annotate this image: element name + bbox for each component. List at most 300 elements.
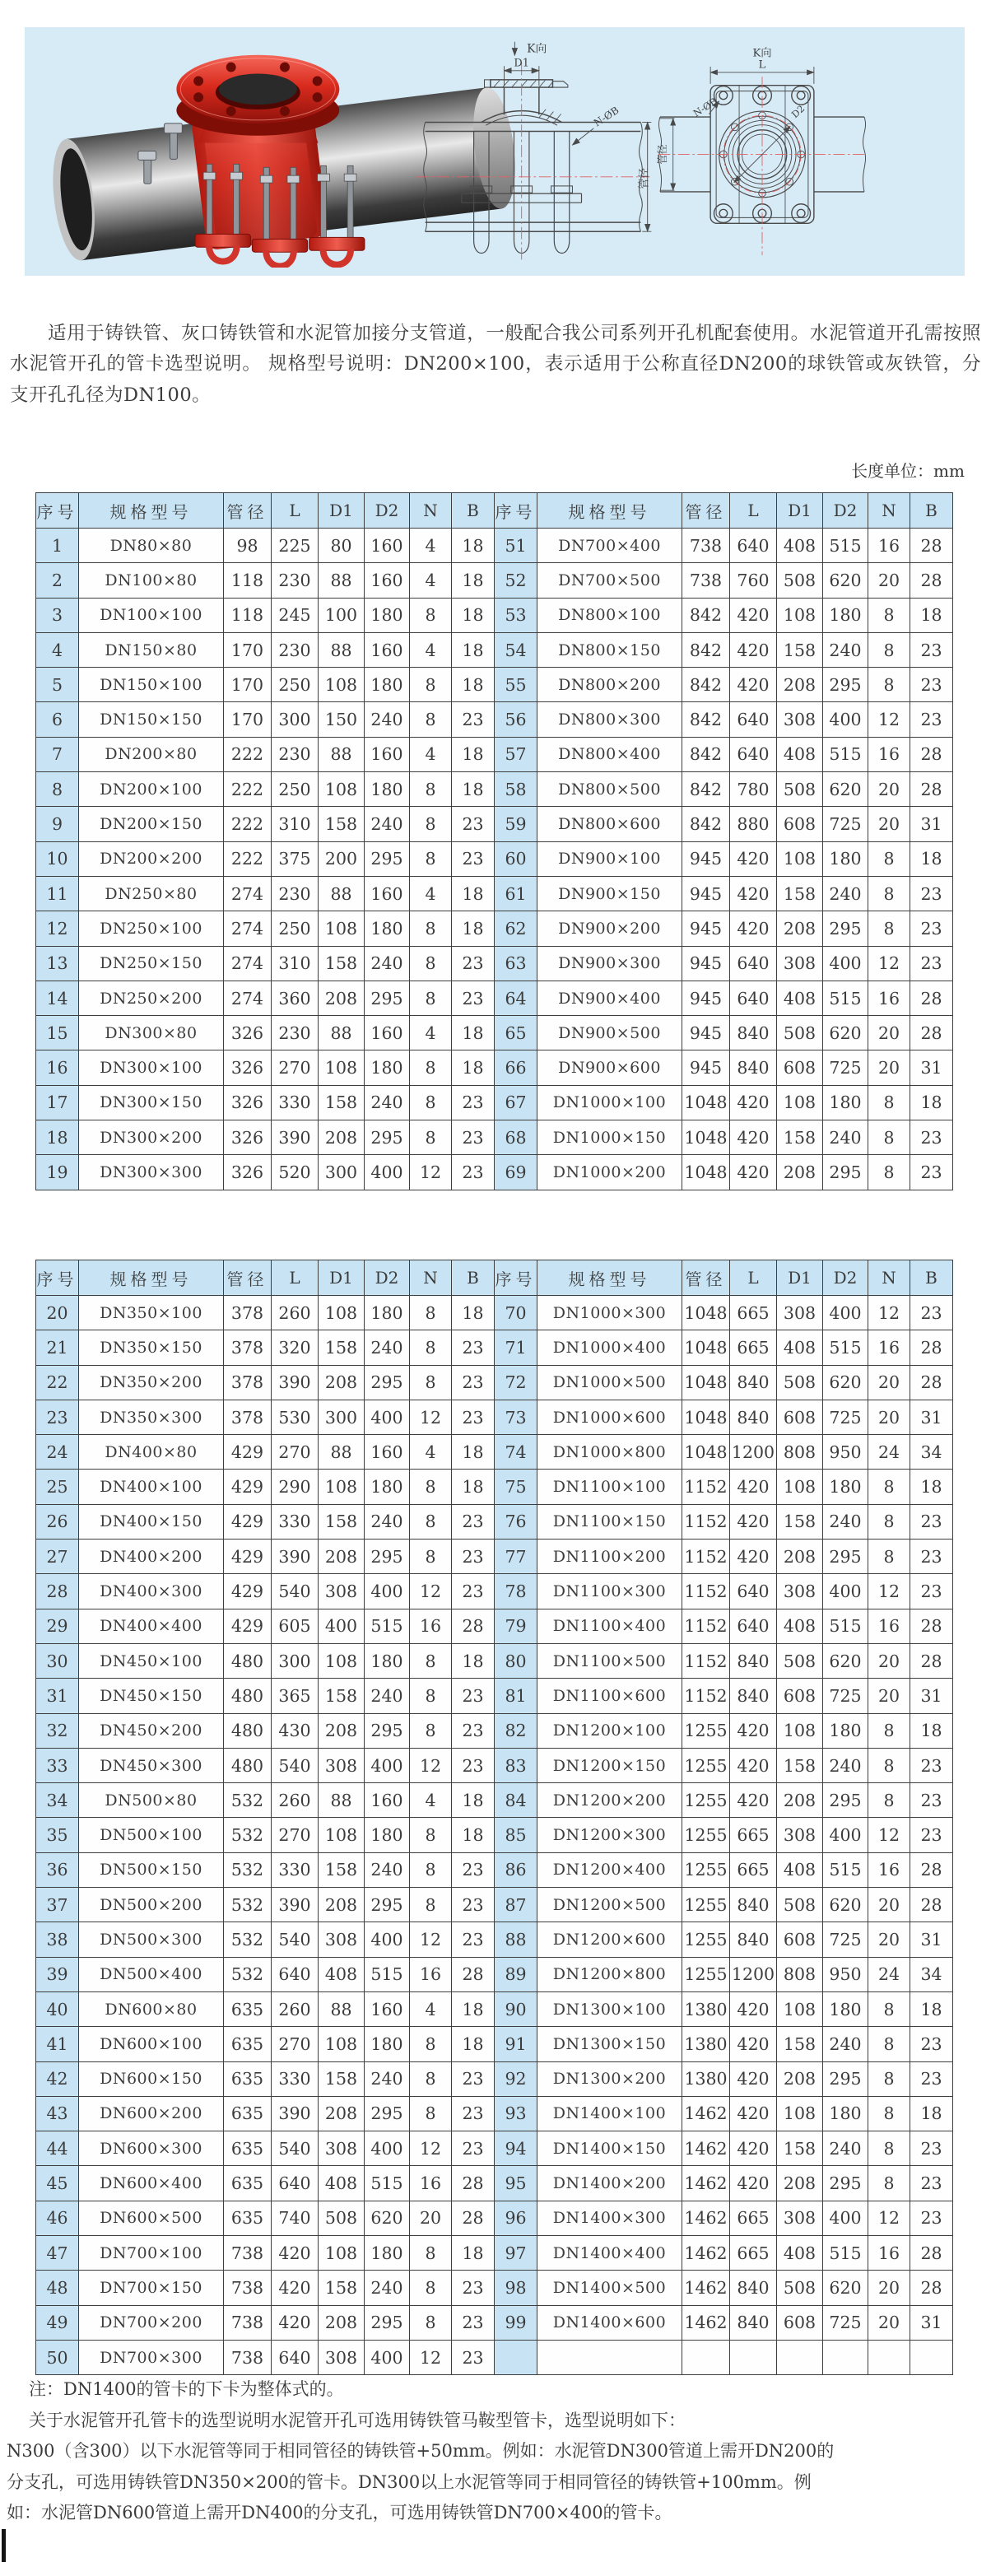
table-row (36, 2271, 953, 2305)
spec-cell: DN500×150 (79, 1852, 224, 1887)
serial-cell: 79 (495, 1609, 537, 1643)
dim-cell: 738 (682, 563, 730, 598)
dim-cell: 158 (319, 946, 365, 981)
n-ob-label: N-ØB (591, 104, 621, 129)
dim-cell: 842 (682, 598, 730, 632)
dim-cell: 532 (224, 1783, 272, 1818)
dim-cell: 420 (730, 668, 777, 702)
dim-cell: 420 (730, 2166, 777, 2201)
side-section-drawing (412, 37, 654, 265)
spec-cell: DN900×400 (537, 981, 682, 1015)
dim-cell: 23 (910, 2166, 953, 2201)
dim-cell: 620 (823, 1016, 868, 1050)
serial-cell: 63 (495, 946, 537, 981)
dim-cell: 945 (682, 1016, 730, 1050)
dim-cell: 608 (777, 807, 823, 841)
spec-table-2 (35, 1260, 953, 2375)
dim-cell: 608 (777, 1400, 823, 1434)
dim-cell: 240 (823, 2131, 868, 2166)
dim-cell: 8 (868, 1783, 910, 1818)
spec-cell: DN1300×200 (537, 2061, 682, 2096)
dim-cell: 420 (730, 1120, 777, 1155)
dim-cell: 420 (730, 1783, 777, 1818)
dim-cell: 8 (868, 2027, 910, 2061)
spec-cell: DN1200×300 (537, 1818, 682, 1852)
dim-cell: 8 (410, 1504, 452, 1539)
dim-cell: 400 (823, 1296, 868, 1330)
dim-cell: 208 (777, 911, 823, 946)
dim-cell: 665 (730, 1296, 777, 1330)
dim-cell: 158 (777, 632, 823, 667)
table-row (36, 2236, 953, 2271)
serial-cell: 22 (36, 1365, 79, 1400)
dim-cell: 326 (224, 1085, 272, 1120)
dim-cell: 108 (777, 1085, 823, 1120)
dim-cell: 295 (823, 2061, 868, 2096)
dim-cell: 28 (452, 1957, 495, 1991)
dim-cell: 1255 (682, 1922, 730, 1957)
dim-cell: 4 (410, 1783, 452, 1818)
dim-cell: 8 (868, 1155, 910, 1190)
dim-cell: 308 (777, 1296, 823, 1330)
serial-cell: 28 (36, 1574, 79, 1609)
serial-cell: 44 (36, 2131, 79, 2166)
spec-cell: DN1100×600 (537, 1679, 682, 1713)
spec-cell: DN250×200 (79, 981, 224, 1015)
dim-cell (682, 2340, 730, 2374)
dim-cell: 28 (910, 2271, 953, 2305)
dim-cell: 840 (730, 1365, 777, 1400)
dim-cell: 515 (823, 2236, 868, 2271)
spec-cell (537, 2340, 682, 2374)
dim-cell: 945 (682, 876, 730, 911)
dim-cell: 8 (410, 668, 452, 702)
dim-cell: 738 (224, 2236, 272, 2271)
dim-cell: 28 (910, 1852, 953, 1887)
dim-cell: 16 (868, 1330, 910, 1365)
dim-cell: 390 (272, 1540, 319, 1574)
dim-cell: 23 (910, 1120, 953, 1155)
serial-cell: 93 (495, 2096, 537, 2131)
dim-cell: 8 (410, 1818, 452, 1852)
dim-cell: 295 (823, 1540, 868, 1574)
dim-cell: 390 (272, 1888, 319, 1922)
dim-cell: 1255 (682, 1852, 730, 1887)
spec-cell: DN150×100 (79, 668, 224, 702)
spec-cell: DN250×150 (79, 946, 224, 981)
dim-cell (868, 2340, 910, 2374)
dim-cell: 1380 (682, 2061, 730, 2096)
dim-cell: 1152 (682, 1609, 730, 1643)
dim-cell: 540 (272, 1574, 319, 1609)
dim-cell: 160 (365, 1016, 410, 1050)
dim-cell: 400 (365, 2131, 410, 2166)
dim-cell: 23 (452, 2096, 495, 2131)
dim-cell: 180 (823, 841, 868, 876)
dim-cell: 290 (272, 1470, 319, 1504)
dim-cell: 222 (224, 737, 272, 771)
dim-cell (730, 2340, 777, 2374)
dim-cell: 295 (823, 668, 868, 702)
serial-cell: 68 (495, 1120, 537, 1155)
serial-cell: 41 (36, 2027, 79, 2061)
dim-cell: 18 (452, 876, 495, 911)
dim-cell: 180 (365, 668, 410, 702)
spec-cell: DN300×100 (79, 1050, 224, 1085)
dim-cell: 225 (272, 529, 319, 563)
dim-cell: 98 (224, 529, 272, 563)
serial-cell: 56 (495, 702, 537, 737)
table-row (36, 772, 953, 807)
serial-cell: 26 (36, 1504, 79, 1539)
serial-cell: 53 (495, 598, 537, 632)
col-header: N (868, 493, 910, 529)
spec-cell: DN1300×100 (537, 1991, 682, 2026)
dim-cell: 420 (272, 2305, 319, 2340)
dim-cell: 840 (730, 1643, 777, 1678)
dim-cell: 508 (777, 2271, 823, 2305)
serial-cell: 5 (36, 668, 79, 702)
dim-cell: 240 (823, 632, 868, 667)
spec-cell: DN700×200 (79, 2305, 224, 2340)
dim-cell: 108 (319, 1050, 365, 1085)
dim-cell: 23 (910, 2201, 953, 2235)
spec-cell: DN100×80 (79, 563, 224, 598)
spec-cell: DN800×300 (537, 702, 682, 737)
table-row (36, 563, 953, 598)
dim-cell: 208 (777, 1540, 823, 1574)
spec-cell: DN1200×500 (537, 1888, 682, 1922)
centerlines (658, 77, 866, 255)
dim-cell: 8 (410, 1713, 452, 1748)
dim-cell: 515 (823, 1852, 868, 1887)
dim-cell: 23 (452, 807, 495, 841)
dim-cell: 408 (319, 1957, 365, 1991)
dim-cell: 180 (823, 1713, 868, 1748)
table-row (36, 1504, 953, 1539)
table-row (36, 2061, 953, 2096)
dim-cell: 665 (730, 1852, 777, 1887)
serial-cell: 65 (495, 1016, 537, 1050)
dim-cell: 635 (224, 2096, 272, 2131)
dim-cell: 8 (868, 1991, 910, 2026)
serial-cell: 85 (495, 1818, 537, 1852)
serial-cell: 80 (495, 1643, 537, 1678)
table-row (36, 1120, 953, 1155)
dim-cell: 23 (910, 702, 953, 737)
spec-cell: DN1100×100 (537, 1470, 682, 1504)
dim-cell: 620 (823, 772, 868, 807)
dim-cell: 842 (682, 772, 730, 807)
spec-cell: DN1000×100 (537, 1085, 682, 1120)
dim-cell: 18 (910, 1085, 953, 1120)
dim-cell: 508 (777, 772, 823, 807)
dim-cell: 8 (410, 1852, 452, 1887)
dim-cell: 31 (910, 807, 953, 841)
dim-cell: 18 (452, 1016, 495, 1050)
dim-cell: 8 (410, 1540, 452, 1574)
spec-cell: DN500×80 (79, 1783, 224, 1818)
dim-cell: 1255 (682, 1818, 730, 1852)
dim-cell: 8 (410, 981, 452, 1015)
table-row (36, 1783, 953, 1818)
dim-cell: 88 (319, 1435, 365, 1470)
header-row (36, 1260, 953, 1296)
dim-cell: 180 (365, 772, 410, 807)
dim-cell: 390 (272, 2096, 319, 2131)
table-row (36, 529, 953, 563)
dim-cell: 158 (319, 1085, 365, 1120)
dim-cell: 23 (452, 1679, 495, 1713)
dim-cell: 4 (410, 1016, 452, 1050)
spec-cell: DN1100×150 (537, 1504, 682, 1539)
spec-cell: DN150×80 (79, 632, 224, 667)
col-header: 序号 (36, 1260, 79, 1296)
dim-cell: 31 (910, 1050, 953, 1085)
dim-cell: 250 (272, 668, 319, 702)
serial-cell: 4 (36, 632, 79, 667)
table-row (36, 1748, 953, 1782)
dim-cell: 88 (319, 1783, 365, 1818)
dim-cell: 12 (410, 1400, 452, 1434)
dim-cell: 295 (823, 1783, 868, 1818)
serial-cell: 16 (36, 1050, 79, 1085)
dim-cell: 23 (452, 1330, 495, 1365)
dim-cell: 12 (410, 1574, 452, 1609)
dim-cell: 725 (823, 1400, 868, 1434)
dim-cell: 1462 (682, 2131, 730, 2166)
table-row (36, 1365, 953, 1400)
table-row (36, 1016, 953, 1050)
dim-cell: 18 (452, 2027, 495, 2061)
dim-cell: 180 (365, 1050, 410, 1085)
dim-cell: 8 (868, 2131, 910, 2166)
spec-cell: DN700×500 (537, 563, 682, 598)
spec-cell: DN800×600 (537, 807, 682, 841)
dim-cell: 635 (224, 2061, 272, 2096)
dim-cell: 429 (224, 1470, 272, 1504)
col-header: D2 (365, 493, 410, 529)
serial-cell: 62 (495, 911, 537, 946)
spec-cell: DN1100×200 (537, 1540, 682, 1574)
table-row (36, 702, 953, 737)
dim-cell: 12 (868, 1296, 910, 1330)
dim-cell: 4 (410, 529, 452, 563)
dim-cell: 842 (682, 632, 730, 667)
dim-cell: 420 (730, 598, 777, 632)
spec-cell: DN900×300 (537, 946, 682, 981)
dim-cell: 28 (910, 529, 953, 563)
dim-cell: 23 (910, 911, 953, 946)
spec-cell: DN600×80 (79, 1991, 224, 2026)
serial-cell: 8 (36, 772, 79, 807)
serial-cell: 70 (495, 1296, 537, 1330)
dim-cell: 295 (365, 1365, 410, 1400)
dim-cell: 208 (319, 1365, 365, 1400)
serial-cell: 99 (495, 2305, 537, 2340)
table-row (36, 2166, 953, 2201)
dim-cell: 508 (777, 563, 823, 598)
dim-cell: 945 (682, 911, 730, 946)
dim-cell: 16 (868, 529, 910, 563)
table-row (36, 1991, 953, 2026)
serial-cell: 58 (495, 772, 537, 807)
table-row (36, 1574, 953, 1609)
dim-cell: 23 (910, 1296, 953, 1330)
dim-cell: 23 (452, 1085, 495, 1120)
serial-cell: 2 (36, 563, 79, 598)
dim-cell: 378 (224, 1365, 272, 1400)
serial-cell: 43 (36, 2096, 79, 2131)
dim-cell: 1200 (730, 1435, 777, 1470)
dim-cell: 108 (319, 2027, 365, 2061)
spec-cell: DN300×80 (79, 1016, 224, 1050)
dim-cell: 308 (777, 1574, 823, 1609)
serial-cell: 35 (36, 1818, 79, 1852)
dim-cell: 12 (410, 1922, 452, 1957)
dim-cell: 16 (868, 1852, 910, 1887)
d2-label: D2 (789, 102, 807, 121)
dim-cell: 515 (823, 737, 868, 771)
note-line: N300（含300）以下水泥管等同于相同管径的铸铁管+50mm。例如：水泥管DN300管道上需开DN200的 (7, 2441, 835, 2461)
serial-cell: 33 (36, 1748, 79, 1782)
dim-cell: 270 (272, 1435, 319, 1470)
col-header: 序号 (495, 1260, 537, 1296)
col-header: L (272, 1260, 319, 1296)
serial-cell: 30 (36, 1643, 79, 1678)
dim-cell: 840 (730, 1016, 777, 1050)
dim-cell: 8 (410, 2027, 452, 2061)
dim-cell: 8 (410, 2061, 452, 2096)
dim-cell: 515 (823, 1609, 868, 1643)
dim-cell: 24 (868, 1435, 910, 1470)
dim-cell: 840 (730, 1922, 777, 1957)
dim-cell: 8 (410, 1888, 452, 1922)
dim-cell: 16 (410, 1957, 452, 1991)
dim-cell: 8 (410, 2096, 452, 2131)
dim-cell: 18 (910, 1470, 953, 1504)
dim-cell: 400 (823, 1818, 868, 1852)
spec-cell: DN1300×150 (537, 2027, 682, 2061)
dim-cell: 620 (823, 1888, 868, 1922)
dim-cell: 840 (730, 2271, 777, 2305)
col-header: B (910, 493, 953, 529)
dim-cell: 945 (682, 1050, 730, 1085)
spec-cell: DN350×150 (79, 1330, 224, 1365)
dim-cell: 640 (730, 1574, 777, 1609)
dim-cell: 8 (410, 1296, 452, 1330)
dim-cell: 842 (682, 737, 730, 771)
col-header: 规格型号 (537, 1260, 682, 1296)
serial-cell: 69 (495, 1155, 537, 1190)
dim-cell: 378 (224, 1330, 272, 1365)
serial-cell: 91 (495, 2027, 537, 2061)
serial-cell: 23 (36, 1400, 79, 1434)
dim-cell: 208 (319, 981, 365, 1015)
dim-cell: 12 (868, 946, 910, 981)
dim-cell: 80 (319, 529, 365, 563)
serial-cell: 97 (495, 2236, 537, 2271)
dim-cell: 4 (410, 1435, 452, 1470)
note-line: 关于水泥管开孔管卡的选型说明水泥管开孔可选用铸铁管马鞍型管卡，选型说明如下： (29, 2410, 686, 2430)
dim-cell: 158 (777, 1120, 823, 1155)
dim-cell: 608 (777, 1922, 823, 1957)
dim-cell: 532 (224, 1922, 272, 1957)
dim-cell: 23 (910, 1504, 953, 1539)
dim-cell: 8 (410, 598, 452, 632)
dim-cell: 170 (224, 668, 272, 702)
dim-cell: 23 (910, 876, 953, 911)
col-header: 序号 (36, 493, 79, 529)
dim-cell: 160 (365, 737, 410, 771)
serial-cell: 78 (495, 1574, 537, 1609)
dim-cell: 480 (224, 1643, 272, 1678)
dim-cell: 108 (319, 911, 365, 946)
dim-cell: 108 (777, 1470, 823, 1504)
dim-cell: 8 (410, 1330, 452, 1365)
dim-cell: 100 (319, 598, 365, 632)
table-row (36, 1922, 953, 1957)
table-row (36, 1818, 953, 1852)
spec-cell: DN200×150 (79, 807, 224, 841)
dim-cell: 108 (777, 2096, 823, 2131)
dim-cell: 480 (224, 1713, 272, 1748)
dim-cell: 108 (319, 1818, 365, 1852)
dim-cell: 20 (868, 1050, 910, 1085)
serial-cell: 34 (36, 1783, 79, 1818)
dim-cell: 23 (452, 1922, 495, 1957)
dim-cell: 18 (452, 772, 495, 807)
table-row (36, 2027, 953, 2061)
dim-cell: 28 (452, 2201, 495, 2235)
dim-cell: 31 (910, 1679, 953, 1713)
dim-cell: 808 (777, 1435, 823, 1470)
dim-cell: 240 (365, 807, 410, 841)
dim-cell: 31 (910, 1922, 953, 1957)
dim-cell: 429 (224, 1540, 272, 1574)
dim-cell: 240 (823, 876, 868, 911)
spec-cell: DN500×300 (79, 1922, 224, 1957)
dim-cell: 1152 (682, 1643, 730, 1678)
serial-cell: 72 (495, 1365, 537, 1400)
dim-cell: 23 (452, 702, 495, 737)
dim-cell: 274 (224, 876, 272, 911)
spec-cell: DN250×100 (79, 911, 224, 946)
dim-cell: 295 (365, 841, 410, 876)
dim-cell: 200 (319, 841, 365, 876)
dim-cell: 420 (730, 2061, 777, 2096)
serial-cell: 90 (495, 1991, 537, 2026)
header-row (36, 493, 953, 529)
col-header: N (410, 493, 452, 529)
serial-cell: 19 (36, 1155, 79, 1190)
dim-cell: 180 (823, 2096, 868, 2131)
dim-cell: 16 (868, 1609, 910, 1643)
dim-cell: 330 (272, 1504, 319, 1539)
dim-cell: 88 (319, 1016, 365, 1050)
dim-cell: 260 (272, 1991, 319, 2026)
dim-cell: 20 (868, 1016, 910, 1050)
dim-cell: 515 (823, 981, 868, 1015)
dim-cell: 8 (868, 911, 910, 946)
serial-cell: 73 (495, 1400, 537, 1434)
dim-cell: 1048 (682, 1435, 730, 1470)
dim-cell: 160 (365, 876, 410, 911)
note-line: 如：水泥管DN600管道上需开DN400的分支孔，可选用铸铁管DN700×400的管卡。 (7, 2503, 672, 2522)
dim-cell: 18 (452, 668, 495, 702)
dim-cell: 23 (452, 1155, 495, 1190)
dim-cell: 420 (730, 876, 777, 911)
